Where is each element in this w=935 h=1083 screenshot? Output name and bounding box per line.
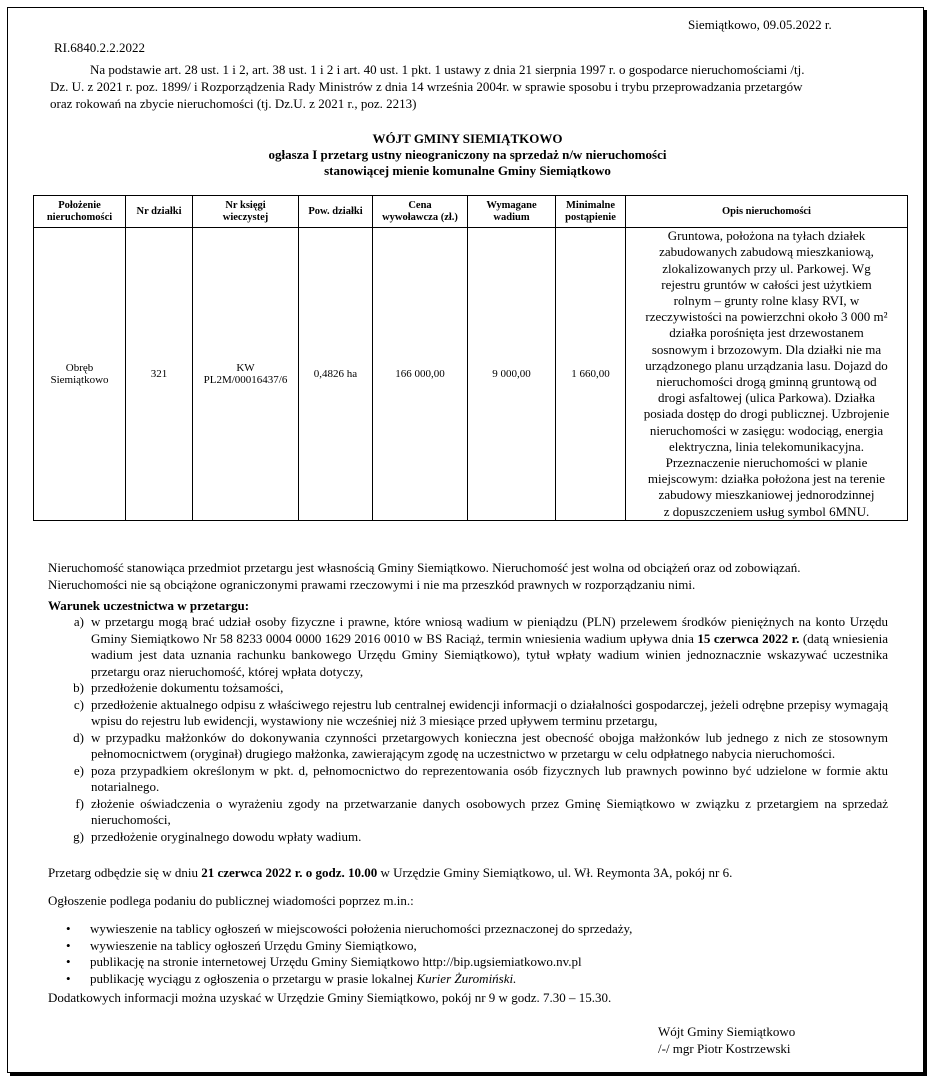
ownership-line: Nieruchomość stanowiąca przedmiot przetargu jest własnością Gminy Siemiątkowo. Nieruchomość jest wolna od obciążeń oraz od zobowiązań. [48,560,801,575]
condition-item: d) w przypadku małżonków do dokonywania czynności przetargowych konieczna jest obecność obojga małżonków lub jednego z nich ze stosownym pełnomocnictwem (oryginał) drugiego małżonka, zawierającym zgodę na uczestnictwo w przetargu w celu odpłatnego nabycia nieruchomości. [73,729,888,761]
col-header-area: Pow. działki [299,196,373,228]
cell-land-register: KW PL2M/00016437/6 [193,228,299,521]
condition-item: e) poza przypadkiem określonym w pkt. d, pełnomocnictwo do reprezentowania osób fizycznych lub prawnych powinno być udzielone w formie aktu notarialnego. [73,762,888,794]
condition-item: f) złożenie oświadczenia o wyrażeniu zgody na przetwarzanie danych osobowych przez Gminę Siemiątkowo w związku z przetargiem na sprzedaż nieruchomości, [75,795,888,827]
auction-date-line: Przetarg odbędzie się w dniu 21 czerwca 2022 r. o godz. 10.00 w Urzędzie Gminy Siemiątkowo, ul. Wł. Reymonta 3A, pokój nr 6. [48,865,733,880]
condition-item: a) w przetargu mogą brać udział osoby fizyczne i prawne, które wniosą wadium w pieniądzu (PLN) przelewem środków pieniężnych na konto Urzędu Gminy Siemiątkowo Nr 58 8233 0004 0000 1629 2016 0010 w BS Raciąż, termin wniesienia wadium upływa dnia 15 czerwca 2022 r. (datą wniesienia wadium jest data uznania rachunku bankowego Urzędu Gminy Siemiątkowo), tytuł wpłaty wadium winien jednoznacznie wskazywać uczestnika przetargu oraz nieruchomość, której wpłata dotyczy, [66,614,888,680]
legal-basis-line: Na podstawie art. 28 ust. 1 i 2, art. 38 ust. 1 i 2 i art. 40 ust. 1 pkt. 1 ustawy z dnia 21 sierpnia 1997 r. o gospodarce nieruchomościami /tj. [90,62,805,77]
col-header-land-register: Nr księgi wieczystej [193,196,299,228]
cell-area: 0,4826 ha [299,228,373,521]
table-row [34,228,908,521]
col-header-location: Położenie nieruchomości [34,196,126,228]
col-header-min-increment: Minimalne postąpienie [556,196,626,228]
signature-title: Wójt Gminy Siemiątkowo [658,1024,796,1039]
property-table [33,195,908,521]
cell-description: Gruntowa, położona na tyłach działek zabudowanych zabudową mieszkaniową, zlokalizowanych przy ul. Parkowej. Wg rejestru gruntów w całości jest użytkiem rolnym – grunty rolne klasy RVI, w rzeczywistości na powierzchni około 3 000 m² działka porośnięta jest drzewostanem sosnowym i brzozowym. Dla działki nie ma urządzonego planu urządzania lasu. Dojazd do nieruchomości drogą gminną gruntową od drogi asfaltowej (ulica Parkowa). Działka posiada dostęp do drogi publicznej. Uzbrojenie nieruchomości w zasięgu: wodociąg, energia elektryczna, linia telekomunikacyjna. Przeznaczenie nieruchomości w planie miejscowym: działka położona jest na terenie zabudowy mieszkaniowej jednorodzinnej z dopuszczeniem usług symbol 6MNU. [626,228,908,521]
table-header-row [34,196,908,228]
list-item: • wywieszenie na tablicy ogłoszeń Urzędu Gminy Siemiątkowo, [66,937,417,953]
announcement-title: WÓJT GMINY SIEMIĄTKOWO [372,131,563,146]
announcement-subtitle-2: stanowiącej mienie komunalne Gminy Siemiątkowo [324,163,611,178]
condition-marker: a) [73,614,84,629]
legal-basis-line: oraz rokowań na zbycie nieruchomości (tj. Dz.U. z 2021 r., poz. 2213) [50,96,417,111]
conditions-heading: Warunek uczestnictwa w przetargu: [48,598,250,613]
condition-item: g) przedłożenie oryginalnego dowodu wpłaty wadium. [73,828,362,844]
additional-info: Dodatkowych informacji można uzyskać w Urzędzie Gminy Siemiątkowo, pokój nr 9 w godz. 7.30 – 15.30. [48,990,612,1005]
cell-plot: 321 [126,228,193,521]
ownership-line: Nieruchomości nie są obciążone ograniczonymi prawami rzeczowymi i nie ma przeszkód prawnych w rozporządzaniu nimi. [48,577,696,592]
signature-name: /-/ mgr Piotr Kostrzewski [658,1041,791,1056]
col-header-plot: Nr działki [126,196,193,228]
cell-min-increment: 1 660,00 [556,228,626,521]
publicity-intro: Ogłoszenie podlega podaniu do publicznej wiadomości poprzez m.in.: [48,893,414,908]
col-header-price: Cena wywoławcza (zł.) [373,196,468,228]
condition-item: c) przedłożenie aktualnego odpisu z właściwego rejestru lub centralnej ewidencji informacji o działalności gospodarczej, jeżeli odrębne przepisy wymagają wpisu do rejestru lub ewidencji, wystawiony nie wcześniej niż 3 miesiące przed upływem terminu przetargu, [73,696,888,728]
announcement-subtitle: ogłasza I przetarg ustny nieograniczony na sprzedaż n/w nieruchomości [268,147,667,162]
cell-price: 166 000,00 [373,228,468,521]
col-header-description: Opis nieruchomości [626,196,908,228]
cell-location: Obręb Siemiątkowo [34,228,126,521]
conditions-list [66,614,888,845]
list-item: • publikację wyciągu z ogłoszenia o przetargu w prasie lokalnej Kurier Żuromiński. [66,970,517,986]
cell-deposit: 9 000,00 [468,228,556,521]
publicity-list [66,921,632,987]
place-date: Siemiątkowo, 09.05.2022 r. [688,17,832,32]
col-header-deposit: Wymagane wadium [468,196,556,228]
condition-item: b) przedłożenie dokumentu tożsamości, [73,680,284,695]
reference-number: RI.6840.2.2.2022 [54,40,145,55]
list-item: • wywieszenie na tablicy ogłoszeń w miejscowości położenia nieruchomości przeznaczonej do sprzedaży, [66,921,633,936]
legal-basis-line: Dz. U. z 2021 r. poz. 1899/ i Rozporządzenia Rady Ministrów z dnia 14 września 2004r. w sprawie sposobu i trybu przeprowadzania przetargów [50,79,803,94]
list-item: • publikację na stronie internetowej Urzędu Gminy Siemiątkowo http://bip.ugsiemiatkowo.nv.pl [66,954,582,969]
